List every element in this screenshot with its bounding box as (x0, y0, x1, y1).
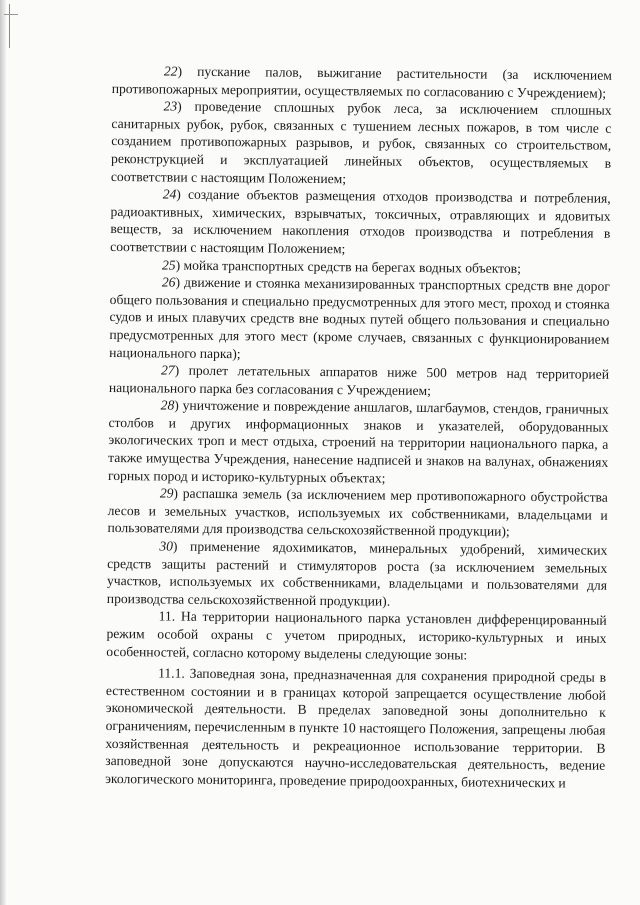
list-item-24: 24) создание объектов размещения отходов производства и потребления, радиоактивных, химических, взрывчатых, токсичных, отравляющих и ядовитых веществ, за исключением накопления отходов производства и потребления в соответствии с настоящим Положением; (110, 186, 611, 257)
list-item-29: 29) распашка земель (за исключением мер противопожарного обустройства лесов и земельных участков, используемых их собственниками, владельцами и пользователями для производства сельскохозяйственной продукции); (107, 485, 608, 540)
section-11: 11. На территории национального парка установлен дифференцированный режим особой охраны с учетом природных, историко-культурных и иных особенностей, согласно которому выделены следующие зоны: (106, 608, 607, 663)
document-body (105, 62, 612, 792)
margin-mark (9, 4, 10, 48)
list-item-30: 30) применение ядохимикатов, минеральных удобрений, химических средств защиты растений и стимуляторов роста (за исключением земельных участков, используемых их собственниками, владельцами и пользователями для производства сельскохозяйственной продукции). (106, 538, 608, 609)
list-item-22: 22) пускание палов, выжигание растительности (за исключением противопожарных мероприятии, осуществляемых по согласованию с Учреждением); (111, 63, 612, 101)
list-item-28: 28) уничтожение и повреждение аншлагов, шлагбаумов, стендов, граничных столбов и других информационных знаков и указателей, оборудованных экологических троп и мест отдыха, строений на территории национального парка, а также имущества Учреждения, нанесение надписей и знаков на валунах, обнажениях горных пород и историко-культурных объектах; (107, 397, 609, 486)
list-item-26: 26) движение и стоянка механизированных транспортных средств вне дорог общего пользования и специально предусмотренных для этого мест, проход и стоянка судов и иных плавучих средств вне водных путей общего пользования и специально предусмотренных для этого мест (кроме случаев, связанных с функционированием национального парка); (109, 274, 610, 361)
list-item-23: 23) проведение сплошных рубок леса, за исключением сплошных санитарных рубок, рубок, связанных с тушением лесных пожаров, в том числе с созданием противопожарных разрывов, и рубок, связанных со строительством, реконструкцией и эксплуатацией линейных объектов, осуществляемых в соответствии с настоящим Положением; (110, 98, 612, 186)
margin-mark (4, 14, 18, 15)
list-item-27: 27) пролет летательных аппаратов ниже 500 метров над территорией национального парка без согласования с Учреждением; (108, 362, 610, 398)
list-item-25: 25) мойка транспортных средств на берегах водных объектов; (161, 257, 521, 276)
page-left-edge (0, 0, 6, 905)
section-11-1: 11.1. Заповедная зона, предназначенная для сохранения природной среды в естественном состоянии и в границах которой запрещается осуществление любой экономической деятельности. В пределах заповедной зоны дополнительно к ограничениям, перечисленным в пункте 10 настоящего Положения, запрещены любая хозяйственная деятельность и рекреационное использование территории. В заповедной зоне допускаются научно-исследовательская деятельность, ведение экологического мониторинга, проведение природоохранных, биотехнических и (105, 665, 607, 791)
